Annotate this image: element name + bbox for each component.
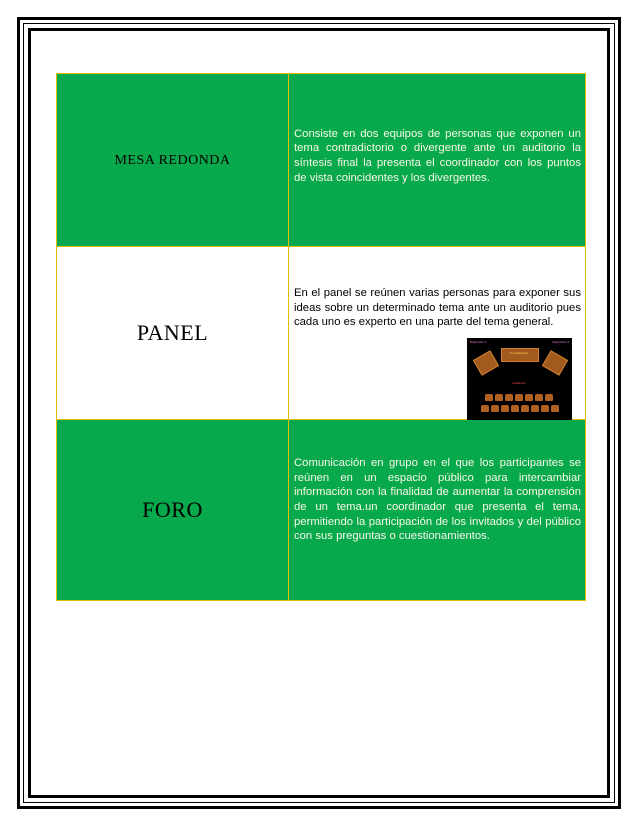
audience-seat <box>531 405 539 412</box>
term-cell <box>57 247 289 420</box>
techniques-table <box>56 73 586 601</box>
audience-seat <box>501 405 509 412</box>
term-foro: FORO <box>142 497 203 522</box>
description-mesa-redonda: Consiste en dos equipos de personas que exponen un tema contradictorio o divergente ante un auditorio la síntesis final la presenta el coordinador con los puntos de vista coincidentes y los divergentes. <box>294 127 581 184</box>
description-cell <box>289 420 586 601</box>
panel-image-center-label: Coordinador <box>510 351 528 355</box>
panel-image-label-right: Expositor 2 <box>552 340 569 344</box>
term-cell <box>57 420 289 601</box>
description-foro: Comunicación en grupo en el que los participantes se reúnen en un espacio público para intercambiar información con la finalidad de aumentar la comprensión de un tema.un coordinador que presenta el tema, permitiendo la participación de los invitados y del público con sus preguntas o cuestionamientos. <box>294 456 581 543</box>
audience-seat <box>485 394 493 401</box>
audience-seat <box>535 394 543 401</box>
panel-seating-image <box>467 338 572 420</box>
term-panel: PANEL <box>136 320 209 345</box>
audience-seat <box>481 405 489 412</box>
description-cell <box>289 247 586 420</box>
panelist-table-left <box>473 350 499 376</box>
audience-seat <box>521 405 529 412</box>
audience-seat <box>505 394 513 401</box>
audience-seat <box>495 394 503 401</box>
panel-image-label-left: Expositor 1 <box>470 340 487 344</box>
audience-seat <box>525 394 533 401</box>
table-row-mesa-redonda <box>57 74 586 247</box>
description-cell <box>289 74 586 247</box>
audience-seat <box>551 405 559 412</box>
table-row-panel <box>57 247 586 420</box>
audience-seat <box>515 394 523 401</box>
audience-seat <box>541 405 549 412</box>
term-mesa-redonda: MESA REDONDA <box>114 153 231 168</box>
audience-seat <box>491 405 499 412</box>
panelist-table-right <box>542 350 568 376</box>
audience-seat <box>511 405 519 412</box>
description-panel: En el panel se reúnen varias personas para exponer sus ideas sobre un determinado tema ante un auditorio pues cada uno es experto en una parte del tema general. <box>294 287 581 329</box>
audience-seat <box>545 394 553 401</box>
term-cell <box>57 74 289 247</box>
table-row-foro <box>57 420 586 601</box>
panel-image-audience-label: Auditorio <box>512 381 526 385</box>
